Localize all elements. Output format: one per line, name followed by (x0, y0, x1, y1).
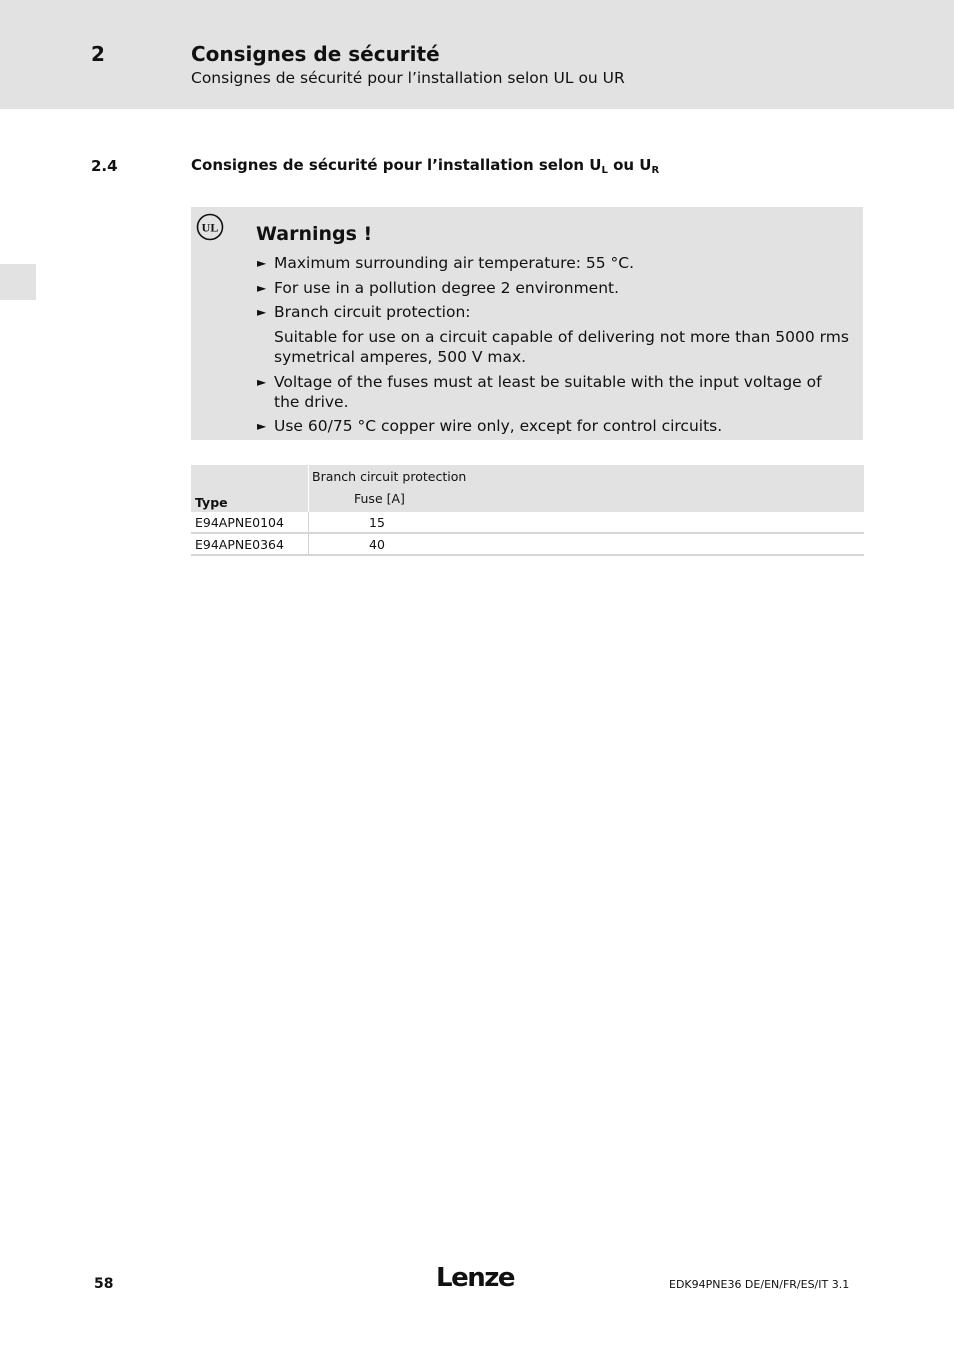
warning-item (257, 416, 849, 436)
table-row (191, 512, 864, 533)
section-title-prefix: Consignes de sécurité pour l’installation selon U (191, 156, 602, 174)
column-header-type: Type (191, 465, 309, 512)
column-header-fuse: Fuse [A] (309, 489, 865, 512)
branch-protection-detail: Suitable for use on a circuit capable of delivering not more than 5000 rms symetrical amperes, 500 V max. (274, 328, 849, 366)
lenze-logo: Lenze (436, 1263, 514, 1293)
chapter-subtitle: Consignes de sécurité pour l’installation selon UL ou UR (191, 69, 625, 87)
chapter-number: 2 (91, 42, 105, 66)
warning-item-text: Voltage of the fuses must at least be suitable with the input voltage of the drive. (274, 372, 822, 411)
warning-item (257, 253, 849, 273)
fuse-table (191, 465, 864, 556)
bullet-arrow-icon: ► (257, 305, 267, 319)
section-title-sub-r: R (651, 165, 660, 176)
cell-type: E94APNE0364 (191, 533, 309, 555)
section-title-mid: ou U (607, 156, 652, 174)
warning-item-text: Maximum surrounding air temperature: 55 °C. (274, 254, 635, 272)
cell-fuse: 15 (309, 512, 865, 533)
bullet-arrow-icon: ► (257, 419, 267, 433)
cell-type: E94APNE0104 (191, 512, 309, 533)
bullet-arrow-icon: ► (257, 256, 267, 270)
ul-icon-text: UL (201, 220, 219, 235)
section-number: 2.4 (91, 157, 118, 175)
page-number: 58 (94, 1276, 114, 1292)
warning-item (257, 372, 849, 412)
bullet-arrow-icon: ► (257, 374, 267, 389)
chapter-title: Consignes de sécurité (191, 42, 440, 66)
warning-item-text: For use in a pollution degree 2 environment. (274, 278, 620, 297)
warning-item-text: Use 60/75 °C copper wire only, except for control circuits. (274, 417, 723, 435)
table-row (191, 533, 864, 555)
warning-heading: Warnings ! (256, 223, 373, 245)
header-band (0, 0, 954, 109)
document-id: EDK94PNE36 DE/EN/FR/ES/IT 3.1 (669, 1278, 850, 1291)
section-title-sub-l: L (601, 165, 608, 176)
ul-warning-box (191, 207, 863, 440)
warning-item-text: Branch circuit protection: (274, 303, 471, 321)
bullet-arrow-icon: ► (257, 280, 267, 295)
ul-listed-icon (196, 213, 224, 241)
section-title (191, 156, 659, 176)
warning-item (257, 278, 849, 298)
chapter-side-tab (0, 264, 36, 300)
warning-list (257, 253, 849, 441)
column-group-header: Branch circuit protection (309, 465, 865, 489)
warning-item (257, 302, 849, 367)
cell-fuse: 40 (309, 533, 865, 555)
